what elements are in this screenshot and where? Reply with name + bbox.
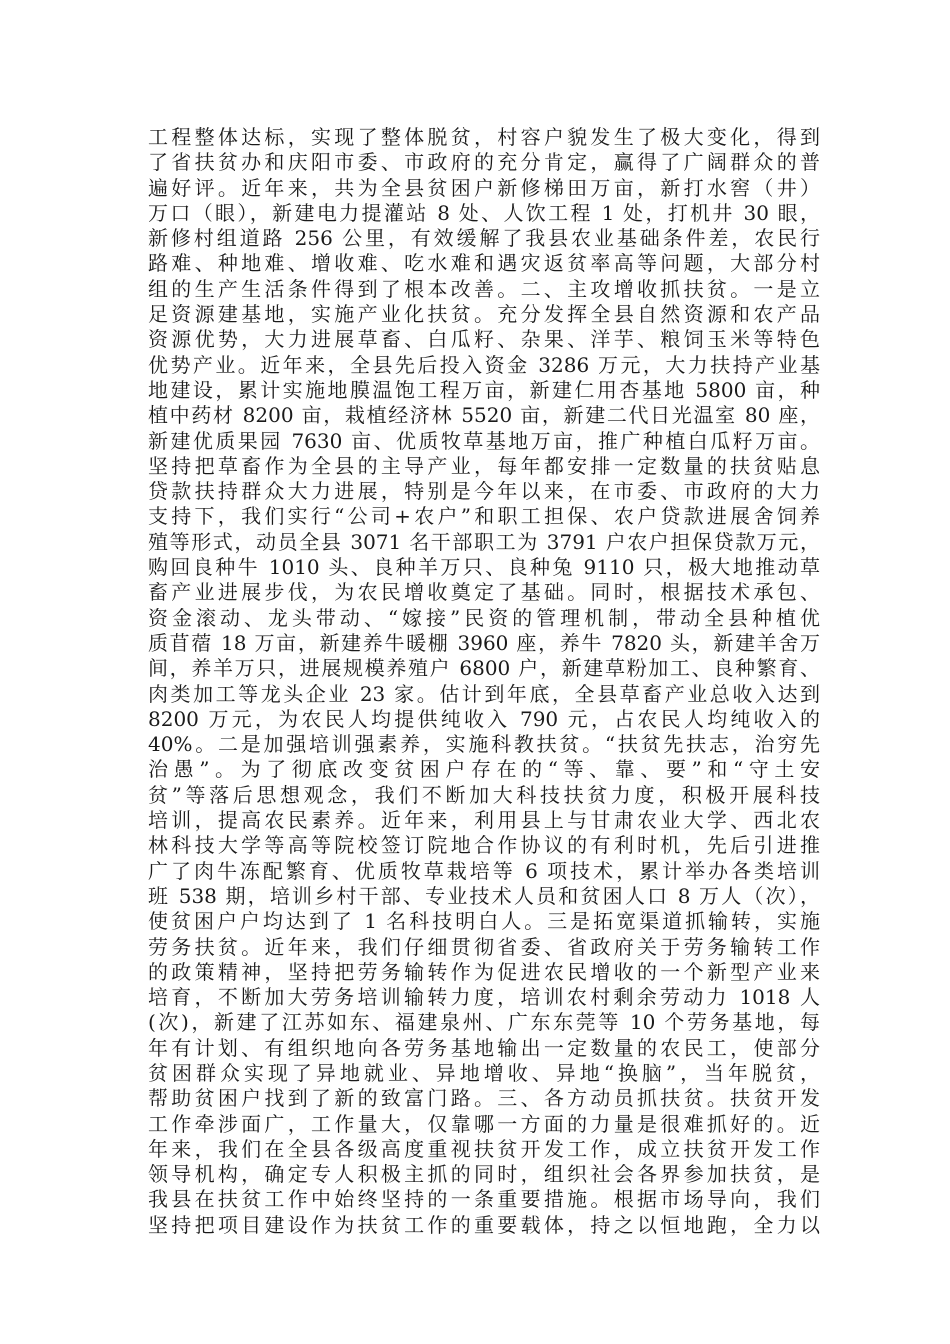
text-line: 优势产业。近年来，全县先后投入资金 3286 万元，大力扶持产业基 — [148, 352, 820, 377]
text-line: 工程整体达标，实现了整体脱贫，村容户貌发生了极大变化，得到 — [148, 125, 820, 149]
text-line: 新修村组道路 256 公里，有效缓解了我县农业基础条件差，农民行 — [148, 226, 820, 251]
text-line: 路难、种地难、增收难、吃水难和遇灾返贫率高等问题，大部分村 — [148, 251, 820, 276]
text-line: (次)，新建了江苏如东、福建泉州、广东东莞等 10 个劳务基地，每 — [148, 1010, 820, 1035]
text-line: 劳务扶贫。近年来，我们仔细贯彻省委、省政府关于劳务输转工作 — [148, 934, 820, 959]
text-line: 资源优势，大力进展草畜、白瓜籽、杂果、洋芋、粮饲玉米等特色 — [148, 327, 820, 352]
text-line: 班 538 期，培训乡村干部、专业技术人员和贫困人口 8 万人（次）， — [148, 883, 820, 908]
text-line: 肉类加工等龙头企业 23 家。估计到年底，全县草畜产业总收入达到 — [148, 681, 820, 706]
text-line: 地建设，累计实施地膜温饱工程万亩，新建仁用杏基地 5800 亩，种 — [148, 377, 820, 402]
text-line: 贷款扶持群众大力进展，特别是今年以来，在市委、市政府的大力 — [148, 479, 820, 504]
text-line: 培训，提高农民素养。近年来，利用县上与甘肃农业大学、西北农 — [148, 808, 820, 833]
text-line: 工作牵涉面广，工作量大，仅靠哪一方面的力量是很难抓好的。近 — [148, 1111, 820, 1136]
text-line: 帮助贫困户找到了新的致富门路。三、各方动员抓扶贫。扶贫开发 — [148, 1086, 820, 1111]
text-line: 组的生产生活条件得到了根本改善。二、主攻增收抓扶贫。一是立 — [148, 276, 820, 301]
text-line: 购回良种牛 1010 头、良种羊万只、良种兔 9110 只，极大地推动草 — [148, 555, 820, 580]
text-line: 遍好评。近年来，共为全县贫困户新修梯田万亩，新打水窖（井） — [148, 175, 820, 200]
text-line: 坚持把项目建设作为扶贫工作的重要载体，持之以恒地跑，全力以 — [148, 1212, 820, 1237]
text-line: 年有计划、有组织地向各劳务基地输出一定数量的农民工，使部分 — [148, 1035, 820, 1060]
text-line: 间，养羊万只，进展规模养殖户 6800 户，新建草粉加工、良种繁育、 — [148, 656, 820, 681]
text-line: 的政策精神，坚持把劳务输转作为促进农民增收的一个新型产业来 — [148, 959, 820, 984]
text-line: 新建优质果园 7630 亩、优质牧草基地万亩，推广种植白瓜籽万亩。 — [148, 428, 820, 453]
text-line: 培育，不断加大劳务培训输转力度，培训农村剩余劳动力 1018 人 — [148, 985, 820, 1010]
text-line: 我县在扶贫工作中始终坚持的一条重要措施。根据市场导向，我们 — [148, 1187, 820, 1212]
text-line: 林科技大学等高等院校签订院地合作协议的有利时机，先后引进推 — [148, 833, 820, 858]
text-line: 万口（眼），新建电力提灌站 8 处、人饮工程 1 处，打机井 30 眼， — [148, 200, 820, 225]
text-line: 领导机构，确定专人积极主抓的同时，组织社会各界参加扶贫，是 — [148, 1162, 820, 1187]
text-line: 了省扶贫办和庆阳市委、市政府的充分肯定，赢得了广阔群众的普 — [148, 150, 820, 175]
text-line: 植中药材 8200 亩，栽植经济林 5520 亩，新建二代日光温室 80 座， — [148, 403, 820, 428]
body-text — [148, 125, 820, 1238]
text-line: 资金滚动、龙头带动、“嫁接”民资的管理机制，带动全县种植优 — [148, 605, 820, 630]
text-line: 40%。二是加强培训强素养，实施科教扶贫。“扶贫先扶志，治穷先 — [148, 732, 820, 757]
text-line: 使贫困户户均达到了 1 名科技明白人。三是拓宽渠道抓输转，实施 — [148, 909, 820, 934]
text-line: 支持下，我们实行“公司+农户”和职工担保、农户贷款进展舍饲养 — [148, 504, 820, 529]
text-line: 殖等形式，动员全县 3071 名干部职工为 3791 户农户担保贷款万元， — [148, 529, 820, 554]
text-line: 治愚”。为了彻底改变贫困户存在的“等、靠、要”和“守土安 — [148, 757, 820, 782]
text-line: 贫”等落后思想观念，我们不断加大科技扶贫力度，积极开展科技 — [148, 782, 820, 807]
text-line: 8200 万元，为农民人均提供纯收入 790 元，占农民人均纯收入的 — [148, 706, 820, 731]
text-line: 足资源建基地，实施产业化扶贫。充分发挥全县自然资源和农产品 — [148, 302, 820, 327]
text-line: 质苜蓿 18 万亩，新建养牛暖棚 3960 座，养牛 7820 头，新建羊舍万 — [148, 630, 820, 655]
text-line: 畜产业进展步伐，为农民增收奠定了基础。同时，根据技术承包、 — [148, 580, 820, 605]
text-line: 贫困群众实现了异地就业、异地增收、异地“换脑”，当年脱贫， — [148, 1060, 820, 1085]
text-line: 坚持把草畜作为全县的主导产业，每年都安排一定数量的扶贫贴息 — [148, 453, 820, 478]
text-line: 广了肉牛冻配繁育、优质牧草栽培等 6 项技术，累计举办各类培训 — [148, 858, 820, 883]
text-line: 年来，我们在全县各级高度重视扶贫开发工作，成立扶贫开发工作 — [148, 1136, 820, 1161]
